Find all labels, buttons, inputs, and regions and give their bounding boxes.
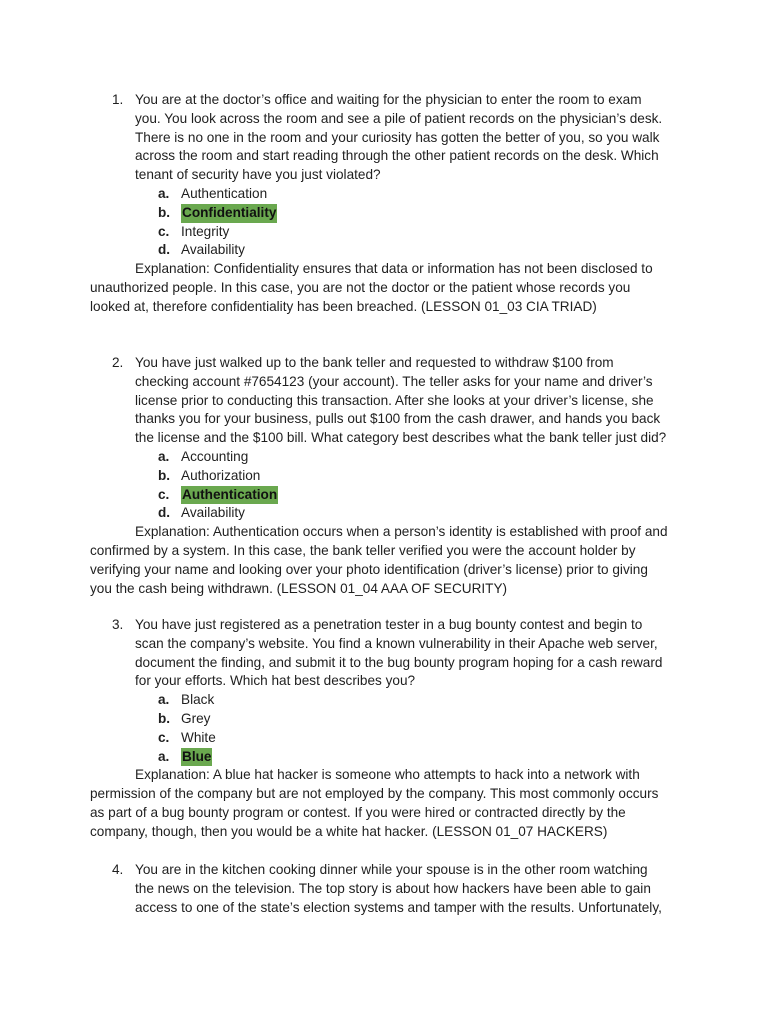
question-text: document the finding, and submit it to the bug bounty program hoping for a cash reward: [135, 654, 663, 670]
explanation-line: [0, 580, 768, 599]
question-line: [0, 410, 768, 429]
question-line: [0, 392, 768, 411]
answer-option-correct: [0, 486, 768, 505]
answer-option: [0, 504, 768, 523]
question-line: [0, 635, 768, 654]
option-letter: c.: [158, 729, 170, 745]
question-text: the news on the television. The top story is about how hackers have been able to gain: [135, 880, 651, 896]
question-line: [0, 429, 768, 448]
option-letter: d.: [158, 505, 171, 521]
explanation-text: confirmed by a system. In this case, the bank teller verified you were the account holder by: [90, 542, 636, 558]
answer-option: [0, 448, 768, 467]
question-text: checking account #7654123 (your account). The teller asks for your name and driver’s: [135, 373, 653, 389]
explanation-line: [0, 260, 768, 279]
question-text: There is no one in the room and your curiosity has gotten the better of you, so you walk: [135, 129, 660, 145]
answer-option: [0, 710, 768, 729]
explanation-text: looked at, therefore confidentiality has been breached. (LESSON 01_03 CIA TRIAD): [90, 298, 597, 314]
explanation-text: Explanation: A blue hat hacker is someone who attempts to hack into a network with: [135, 767, 640, 783]
question-line: [0, 654, 768, 673]
explanation-text: as part of a bug bounty program or contest. If you were hired or contracted directly by the: [90, 804, 626, 820]
question-text: license prior to conducting this transaction. After she looks at your driver’s license, she: [135, 392, 654, 408]
option-letter: a.: [158, 185, 170, 201]
highlighted-answer: Authentication: [181, 486, 278, 505]
answer-option: [0, 691, 768, 710]
question-text: You are at the doctor’s office and waiting for the physician to enter the room to exam: [135, 92, 642, 107]
question-4: [0, 861, 768, 917]
explanation-text: Explanation: Confidentiality ensures that data or information has not been disclosed to: [135, 261, 653, 277]
question-line: [0, 861, 768, 880]
option-letter: a.: [158, 748, 170, 764]
question-line: [0, 147, 768, 166]
question-2: [0, 354, 768, 598]
option-letter: a.: [158, 448, 170, 464]
answer-option: [0, 729, 768, 748]
question-line: [0, 616, 768, 635]
question-line: [0, 373, 768, 392]
explanation-line: [0, 804, 768, 823]
answer-option: [0, 467, 768, 486]
highlighted-answer: Confidentiality: [181, 204, 277, 223]
highlighted-answer: Blue: [181, 748, 212, 767]
question-line: [0, 91, 768, 110]
answer-option-correct: [0, 204, 768, 223]
question-text: You have just walked up to the bank teller and requested to withdraw $100 from: [135, 355, 614, 370]
question-text: You are in the kitchen cooking dinner while your spouse is in the other room watching: [135, 862, 648, 877]
option-letter: a.: [158, 692, 170, 708]
explanation-line: [0, 279, 768, 298]
explanation-text: company, though, then you would be a white hat hacker. (LESSON 01_07 HACKERS): [90, 823, 608, 839]
question-text: you. You look across the room and see a pile of patient records on the physician’s desk.: [135, 110, 663, 126]
option-letter: d.: [158, 242, 171, 258]
option-letter: b.: [158, 710, 171, 726]
option-text: Availability: [181, 505, 245, 521]
answer-option: [0, 241, 768, 260]
question-text: for your efforts. Which hat best describes you?: [135, 673, 416, 689]
question-text: thanks you for your business, pulls out $100 from the cash drawer, and hands you back: [135, 411, 661, 427]
option-text: Grey: [181, 710, 211, 726]
option-text: White: [181, 729, 216, 745]
question-text: You have just registered as a penetration tester in a bug bounty contest and begin to: [135, 617, 643, 632]
question-text: access to one of the state’s election systems and tamper with the results. Unfortunately,: [135, 899, 662, 915]
explanation-line: [0, 523, 768, 542]
option-text: Authentication: [181, 185, 268, 201]
option-text: Accounting: [181, 448, 249, 464]
explanation-text: verifying your name and looking over your photo identification (driver’s license) prior to giving: [90, 561, 648, 577]
answer-option-correct: [0, 748, 768, 767]
explanation-text: unauthorized people. In this case, you are not the doctor or the patient whose records you: [90, 279, 631, 295]
question-number: 2.: [112, 355, 124, 370]
question-line: [0, 880, 768, 899]
question-line: [0, 354, 768, 373]
option-text: Authorization: [181, 467, 261, 483]
explanation-text: Explanation: Authentication occurs when a person’s identity is established with proof and: [135, 524, 668, 540]
question-number: 1.: [112, 92, 124, 107]
question-line: [0, 166, 768, 185]
question-text: the license and the $100 bill. What category best describes what the bank teller just did?: [135, 430, 667, 446]
explanation-line: [0, 298, 768, 317]
explanation-line: [0, 542, 768, 561]
question-line: [0, 110, 768, 129]
option-letter: b.: [158, 204, 171, 220]
option-text: Integrity: [181, 223, 230, 239]
option-letter: c.: [158, 486, 170, 502]
option-letter: b.: [158, 467, 171, 483]
option-letter: c.: [158, 223, 170, 239]
explanation-line: [0, 766, 768, 785]
question-line: [0, 129, 768, 148]
question-text: scan the company’s website. You find a known vulnerability in their Apache web server,: [135, 635, 658, 651]
question-text: across the room and start reading through the other patient records on the desk. Which: [135, 148, 659, 164]
explanation-line: [0, 785, 768, 804]
explanation-text: permission of the company but are not employed by the company. This most commonly occurs: [90, 786, 659, 802]
question-1: [0, 91, 768, 317]
answer-option: [0, 185, 768, 204]
answer-option: [0, 223, 768, 242]
explanation-line: [0, 561, 768, 580]
question-line: [0, 899, 768, 918]
option-text: Availability: [181, 242, 245, 258]
question-number: 3.: [112, 617, 124, 632]
explanation-line: [0, 823, 768, 842]
question-line: [0, 672, 768, 691]
explanation-text: you the cash being withdrawn. (LESSON 01_04 AAA OF SECURITY): [90, 580, 508, 596]
option-text: Black: [181, 692, 215, 708]
question-number: 4.: [112, 862, 124, 877]
question-3: [0, 616, 768, 842]
question-text: tenant of security have you just violated?: [135, 167, 381, 183]
